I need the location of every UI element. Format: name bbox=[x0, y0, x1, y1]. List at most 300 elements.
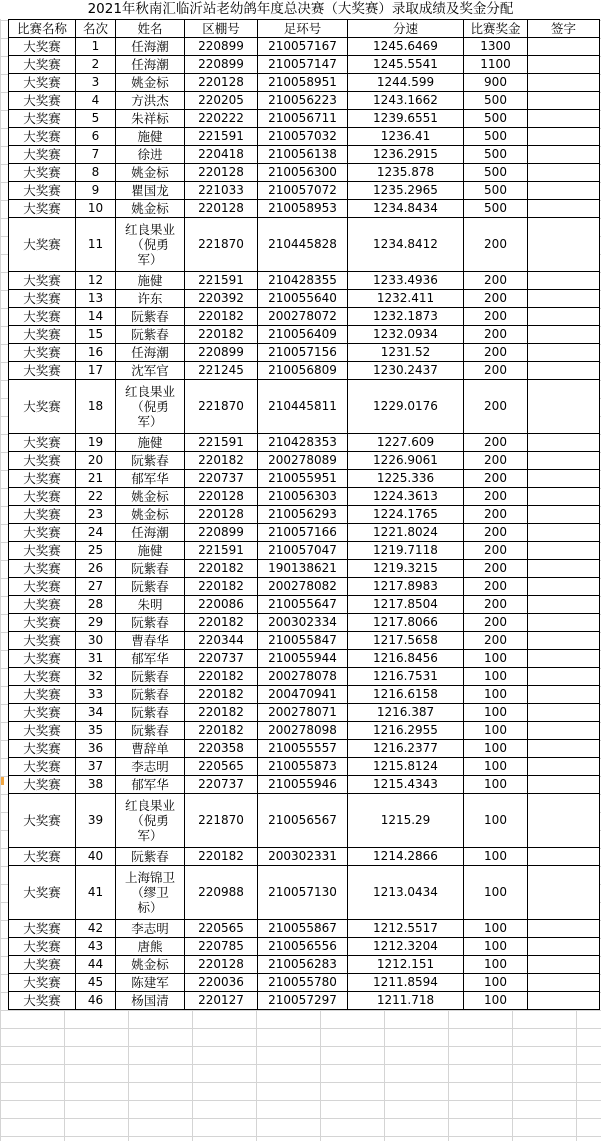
cell-loft[interactable]: 220182 bbox=[185, 704, 258, 722]
cell-rank[interactable]: 28 bbox=[76, 596, 116, 614]
cell-sign[interactable] bbox=[528, 614, 600, 632]
cell-sign[interactable] bbox=[528, 506, 600, 524]
cell-loft[interactable]: 221870 bbox=[185, 218, 258, 272]
cell-sign[interactable] bbox=[528, 722, 600, 740]
cell-prize[interactable]: 100 bbox=[464, 686, 528, 704]
cell-name[interactable]: 阮紫春 bbox=[116, 452, 185, 470]
cell-sign[interactable] bbox=[528, 488, 600, 506]
cell-speed[interactable]: 1216.2377 bbox=[348, 740, 464, 758]
cell-name[interactable]: 姚金标 bbox=[116, 74, 185, 92]
cell-ring[interactable]: 200470941 bbox=[258, 686, 348, 704]
cell-prize[interactable]: 500 bbox=[464, 146, 528, 164]
cell-loft[interactable]: 220036 bbox=[185, 974, 258, 992]
cell-race[interactable]: 大奖赛 bbox=[9, 794, 76, 848]
cell-loft[interactable]: 220182 bbox=[185, 722, 258, 740]
cell-loft[interactable]: 220128 bbox=[185, 956, 258, 974]
cell-race[interactable]: 大奖赛 bbox=[9, 56, 76, 74]
cell-ring[interactable]: 210056223 bbox=[258, 92, 348, 110]
cell-rank[interactable]: 30 bbox=[76, 632, 116, 650]
cell-name[interactable]: 陈建军 bbox=[116, 974, 185, 992]
cell-ring[interactable]: 210056293 bbox=[258, 506, 348, 524]
cell-prize[interactable]: 200 bbox=[464, 524, 528, 542]
cell-sign[interactable] bbox=[528, 182, 600, 200]
cell-speed[interactable]: 1225.336 bbox=[348, 470, 464, 488]
cell-rank[interactable]: 45 bbox=[76, 974, 116, 992]
cell-ring[interactable]: 210056300 bbox=[258, 164, 348, 182]
cell-name[interactable]: 施健 bbox=[116, 272, 185, 290]
cell-loft[interactable]: 220182 bbox=[185, 848, 258, 866]
cell-prize[interactable]: 200 bbox=[464, 488, 528, 506]
cell-name[interactable]: 杨国清 bbox=[116, 992, 185, 1010]
cell-ring[interactable]: 210057156 bbox=[258, 344, 348, 362]
cell-race[interactable]: 大奖赛 bbox=[9, 272, 76, 290]
cell-name[interactable]: 许东 bbox=[116, 290, 185, 308]
cell-race[interactable]: 大奖赛 bbox=[9, 974, 76, 992]
cell-sign[interactable] bbox=[528, 956, 600, 974]
cell-race[interactable]: 大奖赛 bbox=[9, 434, 76, 452]
cell-sign[interactable] bbox=[528, 200, 600, 218]
cell-sign[interactable] bbox=[528, 272, 600, 290]
cell-loft[interactable]: 220988 bbox=[185, 866, 258, 920]
cell-rank[interactable]: 5 bbox=[76, 110, 116, 128]
cell-ring[interactable]: 210056809 bbox=[258, 362, 348, 380]
cell-prize[interactable]: 100 bbox=[464, 956, 528, 974]
cell-name[interactable] bbox=[116, 794, 185, 848]
cell-ring[interactable]: 200302331 bbox=[258, 848, 348, 866]
cell-prize[interactable]: 200 bbox=[464, 272, 528, 290]
cell-speed[interactable]: 1235.2965 bbox=[348, 182, 464, 200]
cell-speed[interactable]: 1245.6469 bbox=[348, 38, 464, 56]
header-race[interactable]: 比赛名称 bbox=[9, 20, 76, 38]
cell-speed[interactable]: 1230.2437 bbox=[348, 362, 464, 380]
cell-sign[interactable] bbox=[528, 992, 600, 1010]
cell-name[interactable]: 李志明 bbox=[116, 920, 185, 938]
cell-rank[interactable]: 4 bbox=[76, 92, 116, 110]
cell-prize[interactable]: 500 bbox=[464, 164, 528, 182]
cell-rank[interactable]: 17 bbox=[76, 362, 116, 380]
cell-speed[interactable]: 1216.6158 bbox=[348, 686, 464, 704]
cell-name[interactable]: 沈军官 bbox=[116, 362, 185, 380]
cell-sign[interactable] bbox=[528, 560, 600, 578]
cell-loft[interactable]: 220737 bbox=[185, 776, 258, 794]
cell-sign[interactable] bbox=[528, 524, 600, 542]
cell-ring[interactable]: 200278072 bbox=[258, 308, 348, 326]
cell-loft[interactable]: 220899 bbox=[185, 344, 258, 362]
cell-prize[interactable]: 500 bbox=[464, 182, 528, 200]
header-speed[interactable]: 分速 bbox=[348, 20, 464, 38]
cell-rank[interactable]: 40 bbox=[76, 848, 116, 866]
cell-ring[interactable]: 210056409 bbox=[258, 326, 348, 344]
cell-rank[interactable]: 22 bbox=[76, 488, 116, 506]
cell-prize[interactable]: 200 bbox=[464, 470, 528, 488]
cell-name[interactable]: 方洪杰 bbox=[116, 92, 185, 110]
cell-sign[interactable] bbox=[528, 650, 600, 668]
cell-loft[interactable]: 220392 bbox=[185, 290, 258, 308]
cell-race[interactable]: 大奖赛 bbox=[9, 758, 76, 776]
cell-rank[interactable]: 13 bbox=[76, 290, 116, 308]
cell-speed[interactable]: 1227.609 bbox=[348, 434, 464, 452]
cell-rank[interactable]: 16 bbox=[76, 344, 116, 362]
cell-speed[interactable]: 1245.5541 bbox=[348, 56, 464, 74]
cell-loft[interactable]: 220182 bbox=[185, 614, 258, 632]
cell-race[interactable]: 大奖赛 bbox=[9, 470, 76, 488]
cell-ring[interactable]: 210058953 bbox=[258, 200, 348, 218]
cell-rank[interactable]: 14 bbox=[76, 308, 116, 326]
cell-prize[interactable]: 200 bbox=[464, 578, 528, 596]
cell-race[interactable]: 大奖赛 bbox=[9, 326, 76, 344]
cell-prize[interactable]: 200 bbox=[464, 308, 528, 326]
cell-speed[interactable]: 1219.3215 bbox=[348, 560, 464, 578]
cell-rank[interactable]: 34 bbox=[76, 704, 116, 722]
cell-sign[interactable] bbox=[528, 38, 600, 56]
cell-sign[interactable] bbox=[528, 866, 600, 920]
cell-ring[interactable]: 210428353 bbox=[258, 434, 348, 452]
cell-sign[interactable] bbox=[528, 110, 600, 128]
cell-speed[interactable]: 1219.7118 bbox=[348, 542, 464, 560]
cell-ring[interactable]: 210445811 bbox=[258, 380, 348, 434]
cell-name[interactable]: 郁军华 bbox=[116, 776, 185, 794]
cell-loft[interactable]: 220565 bbox=[185, 920, 258, 938]
cell-rank[interactable]: 24 bbox=[76, 524, 116, 542]
cell-speed[interactable]: 1244.599 bbox=[348, 74, 464, 92]
cell-ring[interactable]: 210057130 bbox=[258, 866, 348, 920]
cell-speed[interactable]: 1212.151 bbox=[348, 956, 464, 974]
cell-rank[interactable]: 35 bbox=[76, 722, 116, 740]
cell-name[interactable]: 施健 bbox=[116, 128, 185, 146]
cell-rank[interactable]: 19 bbox=[76, 434, 116, 452]
cell-loft[interactable]: 220899 bbox=[185, 38, 258, 56]
cell-loft[interactable]: 220565 bbox=[185, 758, 258, 776]
cell-race[interactable]: 大奖赛 bbox=[9, 866, 76, 920]
cell-name[interactable]: 朱祥标 bbox=[116, 110, 185, 128]
cell-prize[interactable]: 100 bbox=[464, 920, 528, 938]
cell-rank[interactable]: 3 bbox=[76, 74, 116, 92]
cell-race[interactable]: 大奖赛 bbox=[9, 164, 76, 182]
cell-loft[interactable]: 220128 bbox=[185, 488, 258, 506]
cell-ring[interactable]: 210057072 bbox=[258, 182, 348, 200]
cell-sign[interactable] bbox=[528, 326, 600, 344]
cell-name[interactable]: 姚金标 bbox=[116, 488, 185, 506]
cell-sign[interactable] bbox=[528, 668, 600, 686]
cell-speed[interactable]: 1212.5517 bbox=[348, 920, 464, 938]
cell-race[interactable]: 大奖赛 bbox=[9, 848, 76, 866]
cell-loft[interactable]: 221245 bbox=[185, 362, 258, 380]
cell-sign[interactable] bbox=[528, 542, 600, 560]
cell-rank[interactable]: 8 bbox=[76, 164, 116, 182]
cell-ring[interactable]: 210057166 bbox=[258, 524, 348, 542]
cell-loft[interactable]: 220182 bbox=[185, 686, 258, 704]
cell-name[interactable] bbox=[116, 866, 185, 920]
cell-rank[interactable]: 15 bbox=[76, 326, 116, 344]
cell-loft[interactable]: 220344 bbox=[185, 632, 258, 650]
header-loft[interactable]: 区棚号 bbox=[185, 20, 258, 38]
cell-prize[interactable]: 200 bbox=[464, 362, 528, 380]
cell-prize[interactable]: 200 bbox=[464, 218, 528, 272]
cell-loft[interactable]: 220358 bbox=[185, 740, 258, 758]
cell-prize[interactable]: 100 bbox=[464, 650, 528, 668]
cell-name[interactable]: 施健 bbox=[116, 434, 185, 452]
cell-race[interactable]: 大奖赛 bbox=[9, 218, 76, 272]
cell-loft[interactable]: 220182 bbox=[185, 308, 258, 326]
cell-sign[interactable] bbox=[528, 56, 600, 74]
cell-race[interactable]: 大奖赛 bbox=[9, 110, 76, 128]
cell-race[interactable]: 大奖赛 bbox=[9, 740, 76, 758]
cell-prize[interactable]: 100 bbox=[464, 848, 528, 866]
cell-sign[interactable] bbox=[528, 218, 600, 272]
cell-rank[interactable]: 42 bbox=[76, 920, 116, 938]
cell-speed[interactable]: 1229.0176 bbox=[348, 380, 464, 434]
cell-race[interactable]: 大奖赛 bbox=[9, 614, 76, 632]
cell-rank[interactable]: 9 bbox=[76, 182, 116, 200]
cell-loft[interactable]: 220205 bbox=[185, 92, 258, 110]
cell-ring[interactable]: 190138621 bbox=[258, 560, 348, 578]
cell-sign[interactable] bbox=[528, 848, 600, 866]
cell-sign[interactable] bbox=[528, 704, 600, 722]
cell-speed[interactable]: 1216.7531 bbox=[348, 668, 464, 686]
cell-ring[interactable]: 210056567 bbox=[258, 794, 348, 848]
cell-loft[interactable]: 220182 bbox=[185, 668, 258, 686]
cell-ring[interactable]: 200278071 bbox=[258, 704, 348, 722]
cell-rank[interactable]: 43 bbox=[76, 938, 116, 956]
cell-ring[interactable]: 210055557 bbox=[258, 740, 348, 758]
cell-prize[interactable]: 900 bbox=[464, 74, 528, 92]
cell-name[interactable]: 朱明 bbox=[116, 596, 185, 614]
cell-race[interactable]: 大奖赛 bbox=[9, 596, 76, 614]
cell-rank[interactable]: 46 bbox=[76, 992, 116, 1010]
cell-speed[interactable]: 1224.1765 bbox=[348, 506, 464, 524]
cell-race[interactable]: 大奖赛 bbox=[9, 650, 76, 668]
cell-loft[interactable]: 220128 bbox=[185, 506, 258, 524]
cell-name[interactable]: 阮紫春 bbox=[116, 560, 185, 578]
cell-rank[interactable]: 11 bbox=[76, 218, 116, 272]
cell-race[interactable]: 大奖赛 bbox=[9, 128, 76, 146]
cell-speed[interactable]: 1226.9061 bbox=[348, 452, 464, 470]
cell-rank[interactable]: 41 bbox=[76, 866, 116, 920]
cell-ring[interactable]: 210428355 bbox=[258, 272, 348, 290]
cell-loft[interactable]: 220899 bbox=[185, 56, 258, 74]
cell-race[interactable]: 大奖赛 bbox=[9, 38, 76, 56]
cell-speed[interactable]: 1216.2955 bbox=[348, 722, 464, 740]
cell-speed[interactable]: 1217.5658 bbox=[348, 632, 464, 650]
cell-race[interactable]: 大奖赛 bbox=[9, 200, 76, 218]
cell-rank[interactable]: 26 bbox=[76, 560, 116, 578]
cell-ring[interactable]: 210058951 bbox=[258, 74, 348, 92]
cell-race[interactable]: 大奖赛 bbox=[9, 182, 76, 200]
cell-prize[interactable]: 100 bbox=[464, 704, 528, 722]
cell-speed[interactable]: 1232.1873 bbox=[348, 308, 464, 326]
cell-speed[interactable]: 1235.878 bbox=[348, 164, 464, 182]
cell-rank[interactable]: 10 bbox=[76, 200, 116, 218]
cell-speed[interactable]: 1217.8983 bbox=[348, 578, 464, 596]
cell-speed[interactable]: 1215.4343 bbox=[348, 776, 464, 794]
cell-ring[interactable]: 210056283 bbox=[258, 956, 348, 974]
cell-name[interactable]: 施健 bbox=[116, 542, 185, 560]
cell-prize[interactable]: 100 bbox=[464, 866, 528, 920]
cell-race[interactable]: 大奖赛 bbox=[9, 380, 76, 434]
cell-speed[interactable]: 1211.718 bbox=[348, 992, 464, 1010]
cell-prize[interactable]: 500 bbox=[464, 92, 528, 110]
cell-name[interactable]: 阮紫春 bbox=[116, 848, 185, 866]
header-rank[interactable]: 名次 bbox=[76, 20, 116, 38]
cell-rank[interactable]: 21 bbox=[76, 470, 116, 488]
cell-ring[interactable]: 210056556 bbox=[258, 938, 348, 956]
cell-speed[interactable]: 1215.29 bbox=[348, 794, 464, 848]
cell-name[interactable]: 阮紫春 bbox=[116, 308, 185, 326]
cell-ring[interactable]: 200278098 bbox=[258, 722, 348, 740]
cell-race[interactable]: 大奖赛 bbox=[9, 560, 76, 578]
cell-name[interactable]: 阮紫春 bbox=[116, 686, 185, 704]
cell-race[interactable]: 大奖赛 bbox=[9, 344, 76, 362]
cell-speed[interactable]: 1217.8066 bbox=[348, 614, 464, 632]
header-prize[interactable]: 比赛奖金 bbox=[464, 20, 528, 38]
cell-speed[interactable]: 1232.411 bbox=[348, 290, 464, 308]
cell-speed[interactable]: 1234.8434 bbox=[348, 200, 464, 218]
cell-sign[interactable] bbox=[528, 146, 600, 164]
cell-prize[interactable]: 100 bbox=[464, 758, 528, 776]
cell-loft[interactable]: 220182 bbox=[185, 578, 258, 596]
cell-sign[interactable] bbox=[528, 74, 600, 92]
cell-loft[interactable]: 220182 bbox=[185, 452, 258, 470]
cell-ring[interactable]: 210055951 bbox=[258, 470, 348, 488]
cell-race[interactable]: 大奖赛 bbox=[9, 668, 76, 686]
cell-sign[interactable] bbox=[528, 776, 600, 794]
cell-race[interactable]: 大奖赛 bbox=[9, 308, 76, 326]
cell-ring[interactable]: 210055873 bbox=[258, 758, 348, 776]
cell-race[interactable]: 大奖赛 bbox=[9, 506, 76, 524]
cell-ring[interactable]: 210055867 bbox=[258, 920, 348, 938]
cell-name[interactable]: 任海潮 bbox=[116, 38, 185, 56]
cell-name[interactable]: 阮紫春 bbox=[116, 704, 185, 722]
cell-prize[interactable]: 100 bbox=[464, 740, 528, 758]
cell-ring[interactable]: 210057147 bbox=[258, 56, 348, 74]
cell-name[interactable]: 阮紫春 bbox=[116, 614, 185, 632]
cell-speed[interactable]: 1224.3613 bbox=[348, 488, 464, 506]
cell-race[interactable]: 大奖赛 bbox=[9, 992, 76, 1010]
cell-sign[interactable] bbox=[528, 974, 600, 992]
cell-rank[interactable]: 27 bbox=[76, 578, 116, 596]
cell-speed[interactable]: 1216.387 bbox=[348, 704, 464, 722]
cell-name[interactable]: 姚金标 bbox=[116, 506, 185, 524]
cell-loft[interactable]: 221870 bbox=[185, 794, 258, 848]
cell-speed[interactable]: 1231.52 bbox=[348, 344, 464, 362]
cell-loft[interactable]: 221591 bbox=[185, 542, 258, 560]
cell-speed[interactable]: 1233.4936 bbox=[348, 272, 464, 290]
cell-ring[interactable]: 210057297 bbox=[258, 992, 348, 1010]
cell-sign[interactable] bbox=[528, 920, 600, 938]
cell-race[interactable]: 大奖赛 bbox=[9, 956, 76, 974]
cell-prize[interactable]: 500 bbox=[464, 128, 528, 146]
cell-race[interactable]: 大奖赛 bbox=[9, 362, 76, 380]
cell-prize[interactable]: 200 bbox=[464, 380, 528, 434]
cell-sign[interactable] bbox=[528, 470, 600, 488]
cell-race[interactable]: 大奖赛 bbox=[9, 632, 76, 650]
cell-race[interactable]: 大奖赛 bbox=[9, 686, 76, 704]
cell-name[interactable]: 阮紫春 bbox=[116, 326, 185, 344]
cell-prize[interactable]: 1100 bbox=[464, 56, 528, 74]
cell-loft[interactable]: 220182 bbox=[185, 326, 258, 344]
cell-prize[interactable]: 200 bbox=[464, 326, 528, 344]
cell-sign[interactable] bbox=[528, 578, 600, 596]
cell-rank[interactable]: 1 bbox=[76, 38, 116, 56]
cell-sign[interactable] bbox=[528, 596, 600, 614]
cell-rank[interactable]: 38 bbox=[76, 776, 116, 794]
cell-race[interactable]: 大奖赛 bbox=[9, 488, 76, 506]
cell-rank[interactable]: 36 bbox=[76, 740, 116, 758]
cell-ring[interactable]: 200278082 bbox=[258, 578, 348, 596]
cell-name[interactable]: 任海潮 bbox=[116, 56, 185, 74]
cell-race[interactable]: 大奖赛 bbox=[9, 92, 76, 110]
cell-loft[interactable]: 220086 bbox=[185, 596, 258, 614]
cell-ring[interactable]: 200278089 bbox=[258, 452, 348, 470]
cell-name[interactable]: 任海潮 bbox=[116, 344, 185, 362]
cell-race[interactable]: 大奖赛 bbox=[9, 524, 76, 542]
header-ring[interactable]: 足环号 bbox=[258, 20, 348, 38]
cell-rank[interactable]: 6 bbox=[76, 128, 116, 146]
cell-prize[interactable]: 200 bbox=[464, 596, 528, 614]
cell-sign[interactable] bbox=[528, 344, 600, 362]
cell-race[interactable]: 大奖赛 bbox=[9, 452, 76, 470]
cell-prize[interactable]: 500 bbox=[464, 200, 528, 218]
header-name[interactable]: 姓名 bbox=[116, 20, 185, 38]
cell-speed[interactable]: 1239.6551 bbox=[348, 110, 464, 128]
cell-loft[interactable]: 221591 bbox=[185, 128, 258, 146]
cell-rank[interactable]: 25 bbox=[76, 542, 116, 560]
cell-ring[interactable]: 210445828 bbox=[258, 218, 348, 272]
cell-loft[interactable]: 220737 bbox=[185, 650, 258, 668]
cell-sign[interactable] bbox=[528, 164, 600, 182]
cell-ring[interactable]: 210055640 bbox=[258, 290, 348, 308]
cell-loft[interactable]: 221591 bbox=[185, 434, 258, 452]
cell-sign[interactable] bbox=[528, 128, 600, 146]
cell-prize[interactable]: 100 bbox=[464, 722, 528, 740]
cell-prize[interactable]: 200 bbox=[464, 434, 528, 452]
cell-rank[interactable]: 33 bbox=[76, 686, 116, 704]
cell-ring[interactable]: 210056303 bbox=[258, 488, 348, 506]
cell-race[interactable]: 大奖赛 bbox=[9, 74, 76, 92]
cell-race[interactable]: 大奖赛 bbox=[9, 290, 76, 308]
cell-sign[interactable] bbox=[528, 362, 600, 380]
cell-race[interactable]: 大奖赛 bbox=[9, 578, 76, 596]
cell-ring[interactable]: 210056138 bbox=[258, 146, 348, 164]
cell-name[interactable]: 阮紫春 bbox=[116, 668, 185, 686]
cell-speed[interactable]: 1232.0934 bbox=[348, 326, 464, 344]
cell-rank[interactable]: 39 bbox=[76, 794, 116, 848]
cell-race[interactable]: 大奖赛 bbox=[9, 920, 76, 938]
cell-race[interactable]: 大奖赛 bbox=[9, 722, 76, 740]
cell-sign[interactable] bbox=[528, 794, 600, 848]
cell-speed[interactable]: 1216.8456 bbox=[348, 650, 464, 668]
cell-speed[interactable]: 1211.8594 bbox=[348, 974, 464, 992]
cell-ring[interactable]: 210055944 bbox=[258, 650, 348, 668]
cell-rank[interactable]: 31 bbox=[76, 650, 116, 668]
cell-speed[interactable]: 1214.2866 bbox=[348, 848, 464, 866]
cell-loft[interactable]: 220899 bbox=[185, 524, 258, 542]
cell-name[interactable]: 曹春华 bbox=[116, 632, 185, 650]
cell-name[interactable]: 郁军华 bbox=[116, 470, 185, 488]
cell-rank[interactable]: 20 bbox=[76, 452, 116, 470]
cell-race[interactable]: 大奖赛 bbox=[9, 704, 76, 722]
cell-rank[interactable]: 23 bbox=[76, 506, 116, 524]
cell-rank[interactable]: 7 bbox=[76, 146, 116, 164]
cell-prize[interactable]: 200 bbox=[464, 632, 528, 650]
cell-loft[interactable]: 220222 bbox=[185, 110, 258, 128]
cell-rank[interactable]: 29 bbox=[76, 614, 116, 632]
cell-race[interactable]: 大奖赛 bbox=[9, 938, 76, 956]
cell-name[interactable] bbox=[116, 218, 185, 272]
cell-sign[interactable] bbox=[528, 434, 600, 452]
cell-name[interactable]: 李志明 bbox=[116, 758, 185, 776]
cell-speed[interactable]: 1236.2915 bbox=[348, 146, 464, 164]
